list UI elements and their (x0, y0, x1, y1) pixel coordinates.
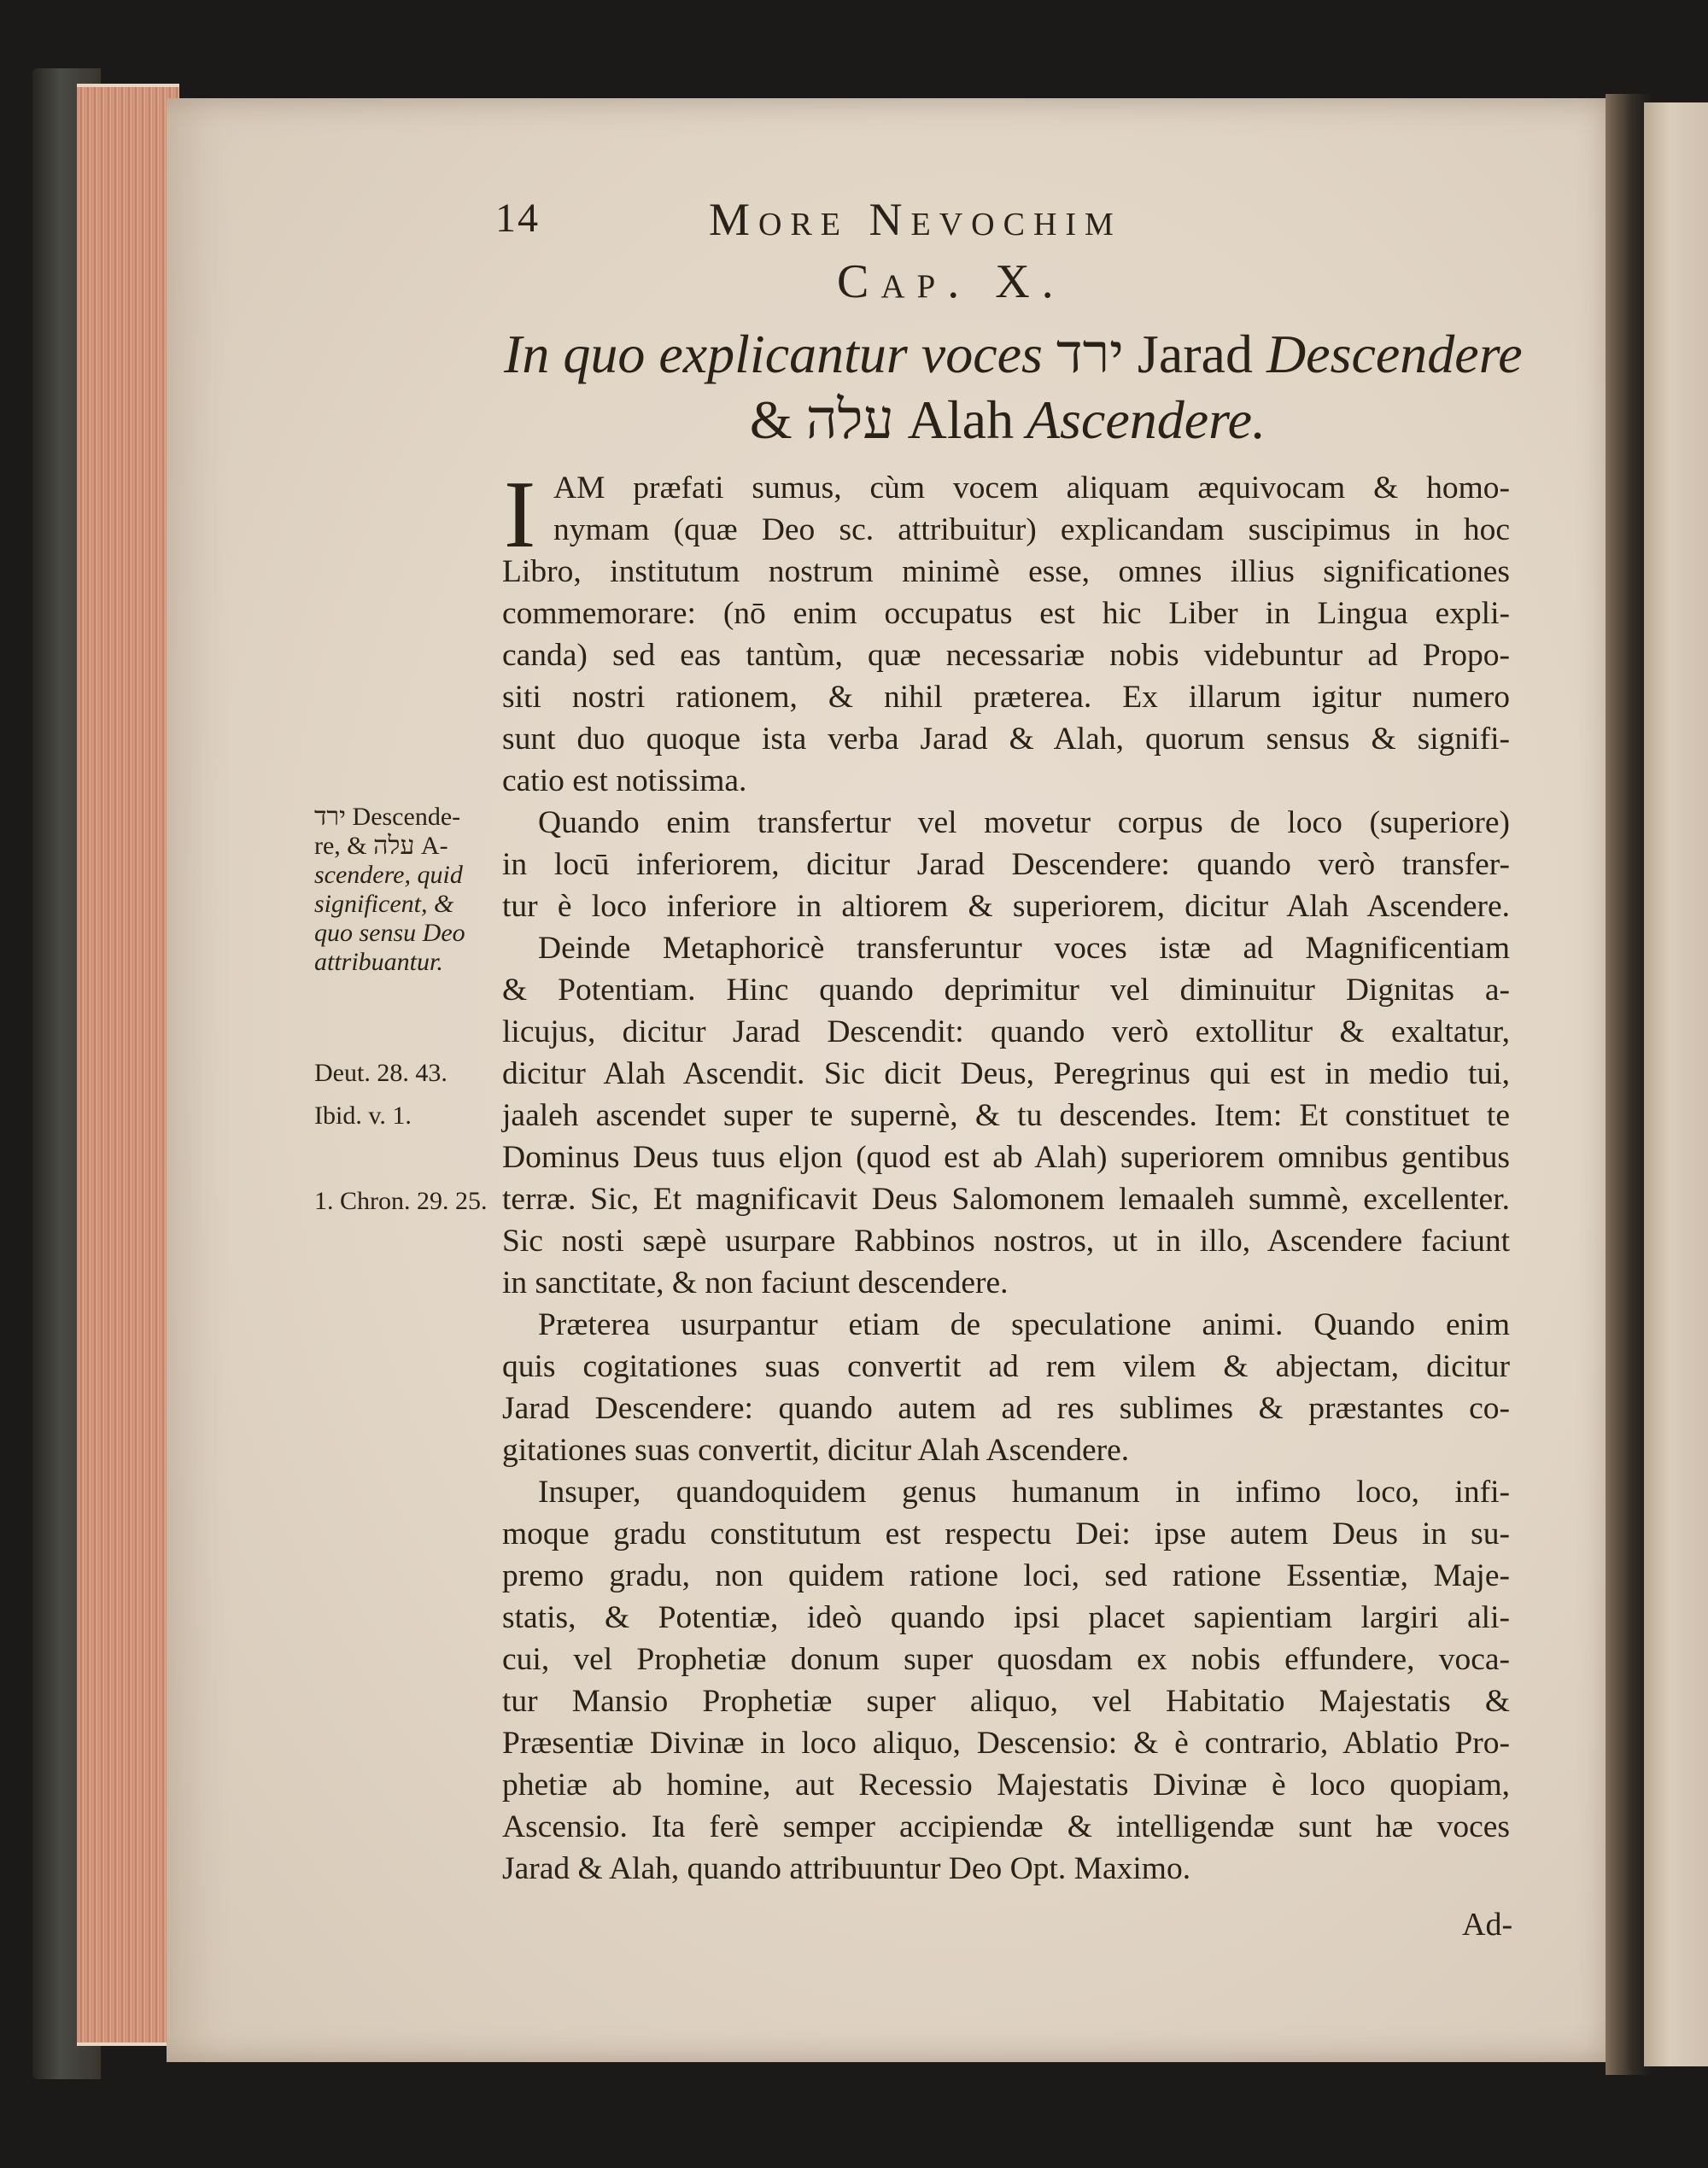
margin-note-line: significent, & (314, 890, 454, 918)
body-line: tur Mansio Prophetiæ super aliquo, vel Habitatio Majestatis & (502, 1684, 1510, 1719)
title-word: Descendere (1266, 324, 1523, 384)
margin-note-line: scendere, quid (314, 861, 463, 889)
title-word: Alah (907, 389, 1015, 450)
margin-note-line: ירד Descende- (314, 803, 461, 831)
title-word: & (749, 389, 793, 450)
body-line: terræ. Sic, Et magnificavit Deus Salomonem lemaaleh summè, excellenter. (502, 1182, 1510, 1217)
hebrew-word: עלה (805, 389, 894, 450)
margin-note-line: re, & עלה A- (314, 832, 448, 860)
body-line: commemorare: (nō enim occupatus est hic Liber in Lingua expli- (502, 596, 1510, 631)
body-line: Libro, institutum nostrum minimè esse, omnes illius significationes (502, 554, 1510, 589)
body-line: Quando enim transfertur vel movetur corpus de loco (superiore) (538, 805, 1510, 840)
margin-reference: Ibid. v. 1. (314, 1102, 412, 1130)
running-head (495, 195, 1349, 254)
hebrew-word: ירד (1056, 324, 1124, 384)
body-line: nymam (quæ Deo sc. attribuitur) explicandam suscipimus in hoc (553, 512, 1510, 547)
body-line: Sic nosti sæpè usurpare Rabbinos nostros, ut in illo, Ascendere faciunt (502, 1224, 1510, 1259)
body-line: Insuper, quandoquidem genus humanum in infimo loco, infi- (538, 1475, 1510, 1510)
body-line: licujus, dicitur Jarad Descendit: quando verò extollitur & exaltatur, (502, 1014, 1510, 1049)
body-line: quis cogitationes suas convertit ad rem vilem & abjectam, dicitur (502, 1349, 1510, 1384)
facing-page-edge (1644, 102, 1708, 2066)
body-line: jaaleh ascendet super te supernè, & tu descendes. Item: Et constituet te (502, 1098, 1510, 1133)
catchword: Ad- (1462, 1907, 1513, 1943)
body-line: phetiæ ab homine, aut Recessio Majestatis Divinæ è loco quopiam, (502, 1768, 1510, 1803)
title-text: In quo explicantur voces (504, 324, 1043, 384)
body-line: dicitur Alah Ascendit. Sic dicit Deus, Peregrinus qui est in medio tui, (502, 1056, 1510, 1091)
body-line: catio est notissima. (502, 763, 747, 798)
body-line: Præsentiæ Divinæ in loco aliquo, Descensio: & è contrario, Ablatio Pro- (502, 1726, 1510, 1761)
body-line: premo gradu, non quidem ratione loci, sed ratione Essentiæ, Maje- (502, 1558, 1510, 1593)
body-line: Jarad Descendere: quando autem ad res sublimes & præstantes co- (502, 1391, 1510, 1426)
body-line: Præterea usurpantur etiam de speculatione animi. Quando enim (538, 1307, 1510, 1342)
body-line: sunt duo quoque ista verba Jarad & Alah, quorum sensus & signifi- (502, 722, 1510, 757)
drop-cap: I (504, 462, 536, 568)
body-line: cui, vel Prophetiæ donum super quosdam ex nobis effundere, voca- (502, 1642, 1510, 1677)
body-line: siti nostri rationem, & nihil præterea. Ex illarum igitur numero (502, 680, 1510, 715)
page-edges (77, 84, 179, 2046)
title-word: Jarad (1137, 324, 1253, 384)
body-line: Ascensio. Ita ferè semper accipiendæ & intelligendæ sunt hæ voces (502, 1809, 1510, 1844)
body-line: in sanctitate, & non faciunt descendere. (502, 1265, 1009, 1300)
body-line: Deinde Metaphoricè transferuntur voces istæ ad Magnificentiam (538, 931, 1510, 966)
body-line: & Potentiam. Hinc quando deprimitur vel diminuitur Dignitas a- (502, 973, 1510, 1008)
body-line: AM præfati sumus, cùm vocem aliquam æquivocam & homo- (553, 470, 1510, 505)
chapter-title-line-1 (504, 323, 1523, 386)
margin-note-line: attribuantur. (314, 948, 443, 976)
body-line: Dominus Deus tuus eljon (quod est ab Alah) superiorem omnibus gentibus (502, 1140, 1510, 1175)
title-word: Ascendere. (1026, 389, 1266, 450)
body-line: Jarad & Alah, quando attribuuntur Deo Opt. Maximo. (502, 1851, 1191, 1886)
chapter-title-line-2 (504, 389, 1512, 452)
margin-note-line: quo sensu Deo (314, 919, 465, 947)
margin-reference: 1. Chron. 29. 25. (314, 1187, 488, 1215)
body-line: statis, & Potentiæ, ideò quando ipsi placet sapientiam largiri ali- (502, 1600, 1510, 1635)
body-line: gitationes suas convertit, dicitur Alah Ascendere. (502, 1433, 1130, 1468)
chapter-heading: Cap. X. (837, 255, 1066, 308)
running-title: More Nevochim (709, 194, 1122, 245)
body-line: in locū inferiorem, dicitur Jarad Descendere: quando verò transfer- (502, 847, 1510, 882)
body-line: moque gradu constitutum est respectu Dei: ipse autem Deus in su- (502, 1516, 1510, 1551)
page-number: 14 (495, 196, 540, 241)
body-line: tur è loco inferiore in altiorem & superiorem, dicitur Alah Ascendere. (502, 889, 1510, 924)
margin-reference: Deut. 28. 43. (314, 1059, 447, 1087)
body-line: canda) sed eas tantùm, quæ necessariæ nobis videbuntur ad Propo- (502, 638, 1510, 673)
